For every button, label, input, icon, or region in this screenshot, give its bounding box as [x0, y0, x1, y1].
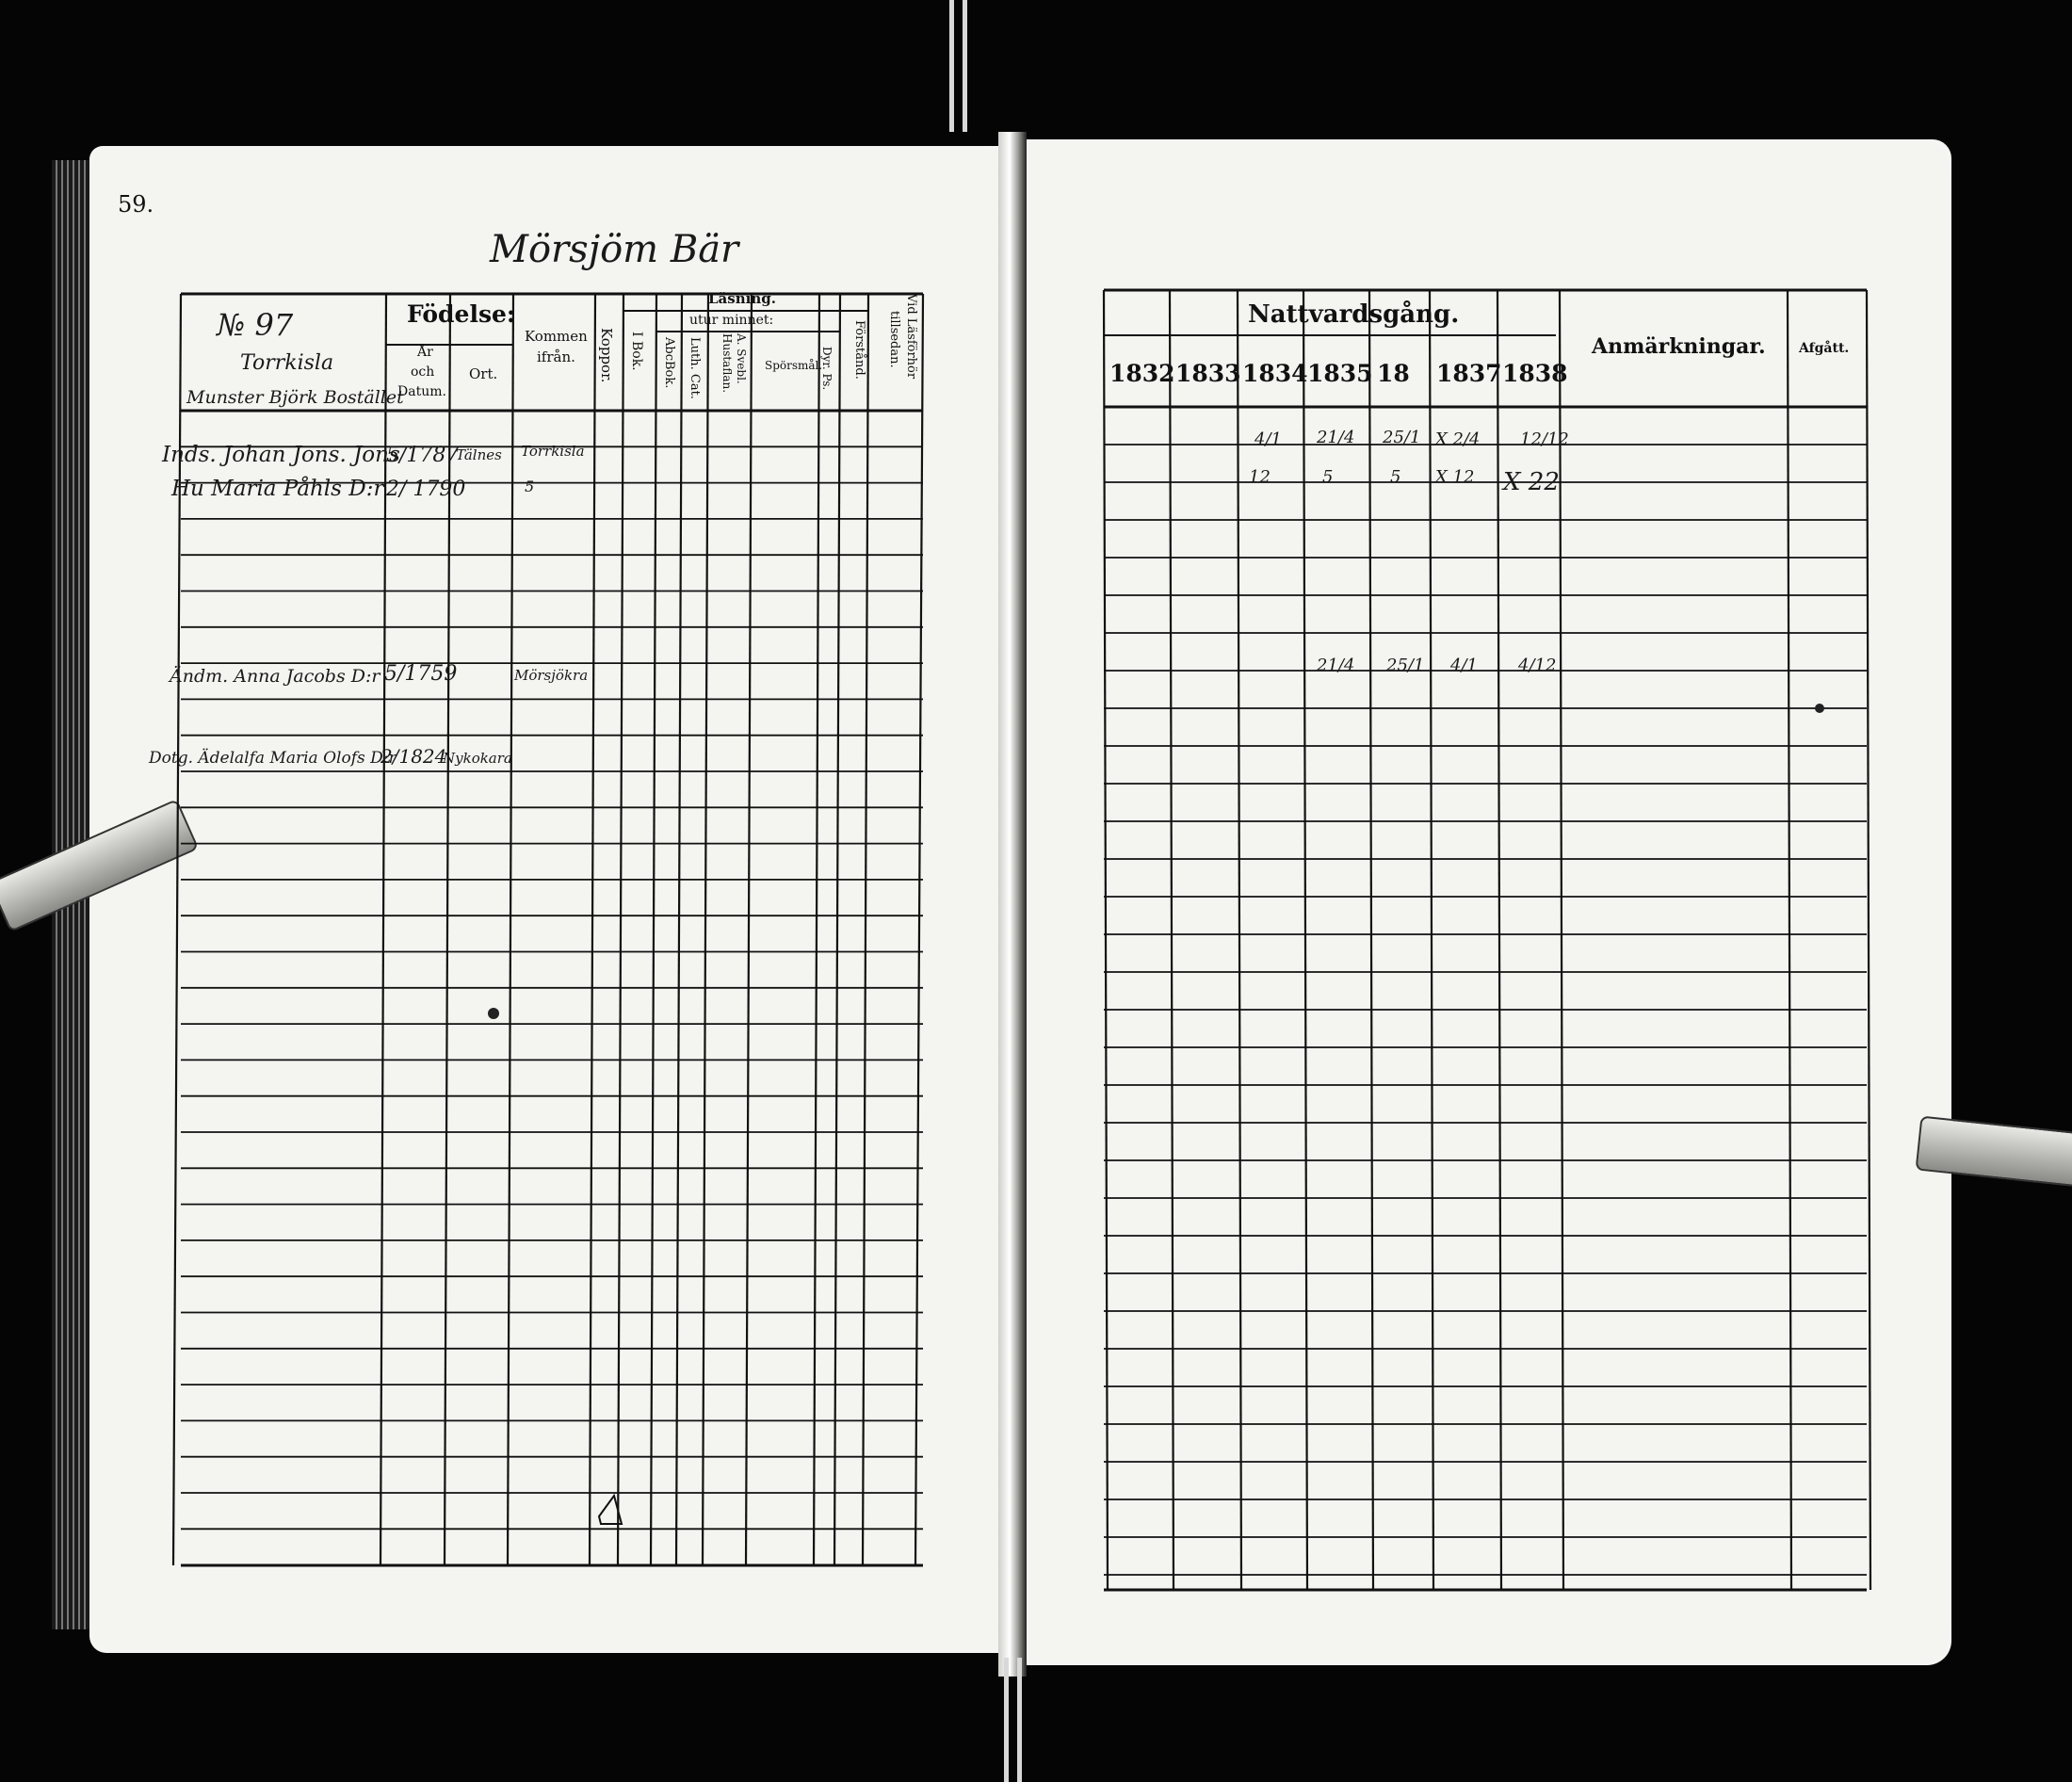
communion-mark: X 2/4 [1435, 429, 1481, 449]
year-header: 1835 [1307, 360, 1373, 387]
column-line [746, 294, 752, 1565]
column-line [590, 294, 595, 1565]
column-line [651, 294, 656, 1565]
header-vid-lasforhor: Vid Läsförhör [904, 294, 918, 380]
column-line [618, 294, 623, 1565]
entry-birthplace: Tälnes [456, 446, 502, 463]
header-ort: Ort. [469, 365, 498, 382]
year-header: 1838 [1502, 360, 1568, 387]
header-utur-minnet: utur minnet: [689, 313, 774, 328]
header-afgatt: Afgått. [1799, 341, 1850, 356]
village-title: Mörsjöm Bär [490, 228, 739, 271]
column-line [1497, 290, 1501, 1590]
column-line [1560, 290, 1563, 1590]
column-line [508, 294, 513, 1565]
entry-came-from: Mörsjökra [514, 667, 589, 684]
column-line [1369, 290, 1373, 1590]
header-forstand: Förstånd. [852, 320, 866, 380]
page-number: 59. [118, 191, 154, 218]
communion-mark: 25/1 [1386, 656, 1425, 675]
entry-name: Hu Maria Påhls D:r [171, 477, 384, 501]
column-line [676, 294, 682, 1565]
communion-mark: 4/1 [1450, 656, 1478, 675]
column-line [1430, 290, 1433, 1590]
header-och: och [411, 364, 435, 380]
column-line [1104, 290, 1108, 1590]
header-fodelse: Födelse: [407, 300, 516, 328]
communion-marks [1249, 428, 1569, 675]
header-anmarkningar: Anmärkningar. [1592, 334, 1766, 359]
header-koppor: Koppor. [598, 328, 615, 383]
column-line [1170, 290, 1174, 1590]
communion-mark: 25/1 [1383, 428, 1421, 447]
household-number: № 97 [217, 307, 294, 343]
ink-blot [488, 1008, 499, 1019]
column-line [1303, 290, 1307, 1590]
entry-birth: 2/ 1790 [386, 478, 466, 501]
communion-mark: 4/1 [1255, 429, 1282, 449]
communion-mark: X 12 [1435, 467, 1475, 487]
entry-birth: 5/1787 [386, 444, 460, 467]
communion-mark: 21/4 [1317, 656, 1355, 675]
column-line [1867, 290, 1870, 1590]
communion-mark: X 22 [1503, 468, 1560, 496]
entry-name: Dotg. Ädelalfa Maria Olofs D:r [149, 749, 397, 768]
year-header: 1837 [1436, 360, 1502, 387]
header-abcbok: AbcBok. [662, 337, 676, 389]
entry-birthplace: Nykokara [443, 750, 512, 767]
left-entries [148, 443, 588, 768]
header-tillsedan: tillsedan. [887, 311, 901, 368]
communion-mark: 5 [1390, 467, 1401, 487]
right-table-grid [1104, 290, 1870, 1590]
year-header: 1832 [1109, 360, 1175, 387]
header-hustaflan: Hustaflan. [720, 333, 734, 394]
column-line [834, 294, 840, 1565]
column-line [1788, 290, 1791, 1590]
farm-name: Torrkisla [240, 351, 334, 375]
communion-mark: 21/4 [1317, 428, 1355, 447]
entry-name: Ändm. Anna Jacobs D:r [170, 666, 380, 687]
column-line [814, 294, 819, 1565]
communion-mark: 5 [1322, 467, 1334, 487]
entry-birth: 2/1824 [380, 745, 447, 768]
year-header: 1834 [1242, 360, 1308, 387]
header-kommen: Kommen [525, 328, 588, 345]
header-dyr-ps: Dyr. Ps. [820, 347, 834, 391]
entry-came-from: Torrkisla [521, 443, 585, 460]
column-line [863, 294, 868, 1565]
year-headers [1109, 360, 1568, 387]
header-ar: År [417, 345, 433, 360]
header-sporsmal: Spörsmål. [765, 359, 823, 372]
communion-mark: 4/12 [1518, 656, 1557, 675]
header-a-svebl: A. Svebl. [735, 333, 748, 384]
farm-subtitle: Munster Björk Bostället [186, 387, 404, 408]
year-header: 1833 [1175, 360, 1241, 387]
entry-birth: 5/1759 [384, 662, 458, 686]
header-datum: Datum. [397, 384, 446, 399]
entry-came-from: 5 [525, 478, 535, 495]
header-nattvardsgang: Nattvardsgång. [1248, 300, 1460, 329]
column-line [915, 294, 923, 1565]
header-i-bok: I Bok. [629, 332, 644, 371]
header-ifran: ifrån. [537, 348, 575, 365]
communion-mark: 12/12 [1520, 429, 1569, 449]
column-line [1238, 290, 1241, 1590]
ink-blot [1815, 704, 1824, 713]
column-line [703, 294, 708, 1565]
communion-mark: 12 [1249, 467, 1271, 487]
year-header: 18 [1377, 360, 1410, 387]
header-luth-cat: Luth. Cat. [688, 337, 702, 399]
header-lasning: Läsning. [708, 290, 776, 307]
entry-name: Inds. Johan Jons. Jons [162, 443, 400, 467]
